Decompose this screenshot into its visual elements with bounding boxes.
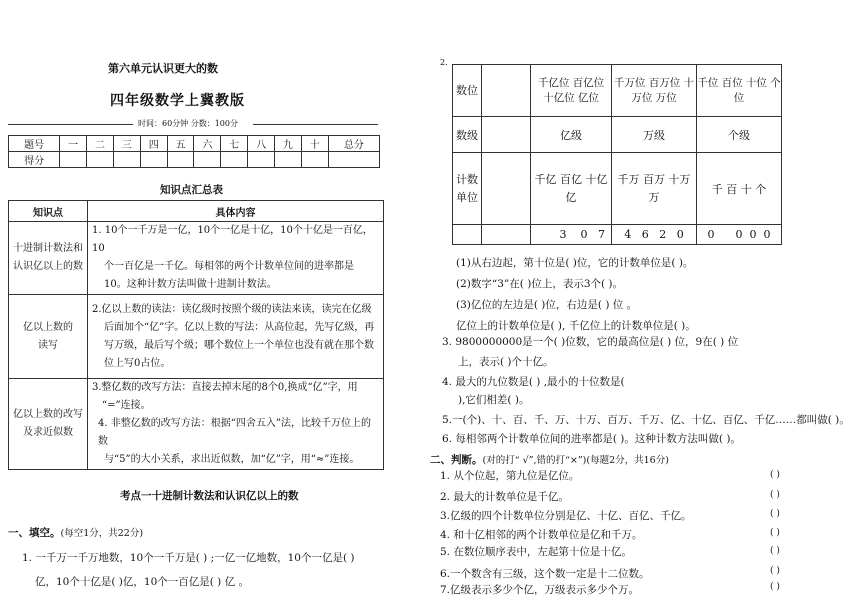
score-blank[interactable] <box>194 152 221 168</box>
summary-col-content: 具体内容 <box>88 201 384 222</box>
place-value-table <box>452 64 782 245</box>
score-blank[interactable] <box>113 152 140 168</box>
score-cell: 一 <box>60 136 87 152</box>
score-cell: 二 <box>87 136 114 152</box>
summary-content: 3.整亿数的改写方法：直接去掉末尾的8个0,换成“亿”字，用 “=”连接。 4. 非整亿数的改写方法：根据“四舍五入”法，比较千万位上的数 与“5”的大小关系，求出近似数，加“亿”字，用“≈”连接。 <box>88 379 384 470</box>
question-1-line-2: 亿，10个十亿是( )亿，10个一百亿是( ) 亿 。 <box>35 576 249 588</box>
judge-item: 7.亿级表示多少个亿，万级表示多少个万。 <box>440 584 640 596</box>
judge-answer-blank[interactable]: ( ) <box>770 582 780 592</box>
judge-answer-blank[interactable]: ( ) <box>770 546 780 556</box>
score-cell: 九 <box>275 136 302 152</box>
pv-wan-places: 千万位 百万位 十万位 万位 <box>612 65 697 117</box>
judge-heading: 二、判断。(对的打“ √”,错的打“×”)(每题2分，共16分) <box>430 454 669 466</box>
judge-answer-blank[interactable]: ( ) <box>770 470 780 480</box>
question-3-line-1: 3. 9800000000是一个( )位数，它的最高位是( ) 位，9在( ) 位 <box>442 336 739 348</box>
question-5: 5.一(个)、十、百、千、万、十万、百万、千万、亿、十亿、百亿、千亿……都叫做( )。 <box>442 414 850 426</box>
judge-item: 4. 和十亿相邻的两个计数单位是亿和千万。 <box>440 529 643 541</box>
score-label: 得分 <box>9 152 60 168</box>
judge-item: 2. 最大的计数单位是千亿。 <box>440 491 569 503</box>
score-blank[interactable] <box>275 152 302 168</box>
question-6: 6. 每相邻两个计数单位间的进率都是( )。这种计数方法叫做( )。 <box>442 433 741 445</box>
score-cell: 三 <box>113 136 140 152</box>
score-table <box>8 135 380 168</box>
score-blank[interactable] <box>60 152 87 168</box>
score-cell: 总分 <box>328 136 379 152</box>
judge-answer-blank[interactable]: ( ) <box>770 566 780 576</box>
pv-digits-ge: 0 0 0 0 <box>697 225 782 245</box>
pv-row-label: 数位 <box>453 65 482 117</box>
pv-level: 个级 <box>697 117 782 153</box>
summary-content: 1. 10个一千万是一亿，10个一亿是十亿，10个十亿是一百亿，10 个一百亿是一千亿。每相邻的两个计数单位间的进率都是 10。这种计数方法叫做十进制计数法。 <box>88 222 384 295</box>
summary-point: 亿以上数的改写及求近似数 <box>9 379 88 470</box>
score-cell: 十 <box>301 136 328 152</box>
score-cell: 六 <box>194 136 221 152</box>
section-title: 考点一十进制计数法和认识亿以上的数 <box>120 490 299 502</box>
score-blank[interactable] <box>248 152 275 168</box>
judge-answer-blank[interactable]: ( ) <box>770 490 780 500</box>
pv-row-label: 计数单位 <box>453 153 482 225</box>
judge-item: 6.一个数含有三级，这个数一定是十二位数。 <box>440 568 650 580</box>
pv-digits-yi: 3 0 7 <box>531 225 612 245</box>
summary-table <box>8 200 384 470</box>
score-header-row <box>9 136 380 152</box>
score-blank[interactable] <box>167 152 194 168</box>
score-cell: 七 <box>221 136 248 152</box>
score-blank[interactable] <box>328 152 379 168</box>
summary-col-knowledge: 知识点 <box>9 201 88 222</box>
question-4-line-2: ),它们相差( )。 <box>458 394 530 406</box>
fill-heading: 一、填空。(每空1分，共22分) <box>8 527 144 539</box>
pv-ge-units: 千 百 十 个 <box>697 153 782 225</box>
q2-sub-2: (2)数字“3”在( )位上，表示3个( )。 <box>456 278 624 290</box>
score-blank[interactable] <box>301 152 328 168</box>
judge-item: 3.亿级的四个计数单位分别是亿、十亿、百亿、千亿。 <box>440 510 692 522</box>
score-blank[interactable] <box>87 152 114 168</box>
pv-level: 万级 <box>612 117 697 153</box>
meta-line: 时间：60分钟 分数：100分 <box>8 118 378 130</box>
pv-wan-units: 千万 百万 十万 万 <box>612 153 697 225</box>
score-row <box>9 152 380 168</box>
summary-content: 2.亿以上数的读法：读亿级时按照个级的读法来读，读完在亿级 后面加个“亿”字。亿以上数的写法：从高位起，先写亿级，再 写万级，最后写个级；哪个数位上一个单位也没有就在那个数 位上写0占位。 <box>88 295 384 379</box>
score-cell: 四 <box>140 136 167 152</box>
score-blank[interactable] <box>140 152 167 168</box>
question-2-number: 2. <box>440 58 448 67</box>
book-title: 四年级数学上冀教版 <box>110 93 245 109</box>
question-3-line-2: 上，表示( )个十亿。 <box>458 356 554 368</box>
judge-item: 1. 从个位起，第九位是亿位。 <box>440 470 580 482</box>
question-1-line-1: 1. 一千万一千万地数，10个一千万是( ) ;一亿一亿地数，10个一亿是( ) <box>22 552 355 564</box>
score-cell: 题号 <box>9 136 60 152</box>
score-cell: 五 <box>167 136 194 152</box>
pv-yi-units: 千亿 百亿 十亿 亿 <box>531 153 612 225</box>
summary-point: 亿以上数的读写 <box>9 295 88 379</box>
pv-digits-wan: 4 6 2 0 <box>612 225 697 245</box>
summary-point: 十进制计数法和认识亿以上的数 <box>9 222 88 295</box>
judge-item: 5. 在数位顺序表中，左起第十位是十亿。 <box>440 546 632 558</box>
pv-ge-places: 千位 百位 十位 个位 <box>697 65 782 117</box>
judge-answer-blank[interactable]: ( ) <box>770 528 780 538</box>
q2-sub-3: (3)亿位的左边是( )位，右边是( ) 位 。 <box>456 299 638 311</box>
summary-title: 知识点汇总表 <box>160 184 223 196</box>
q2-sub-1: (1)从右边起，第十位是( )位，它的计数单位是( )。 <box>456 257 694 269</box>
score-cell: 八 <box>248 136 275 152</box>
score-blank[interactable] <box>221 152 248 168</box>
judge-answer-blank[interactable]: ( ) <box>770 509 780 519</box>
pv-row-label: 数级 <box>453 117 482 153</box>
pv-yi-places: 千亿位 百亿位 十亿位 亿位 <box>531 65 612 117</box>
unit-title: 第六单元认识更大的数 <box>108 62 218 75</box>
question-4-line-1: 4. 最大的九位数是( ) ,最小的十位数是( <box>442 376 625 388</box>
pv-level: 亿级 <box>531 117 612 153</box>
q2-sub-4: 亿位上的计数单位是( ), 千亿位上的计数单位是( )。 <box>456 320 696 332</box>
